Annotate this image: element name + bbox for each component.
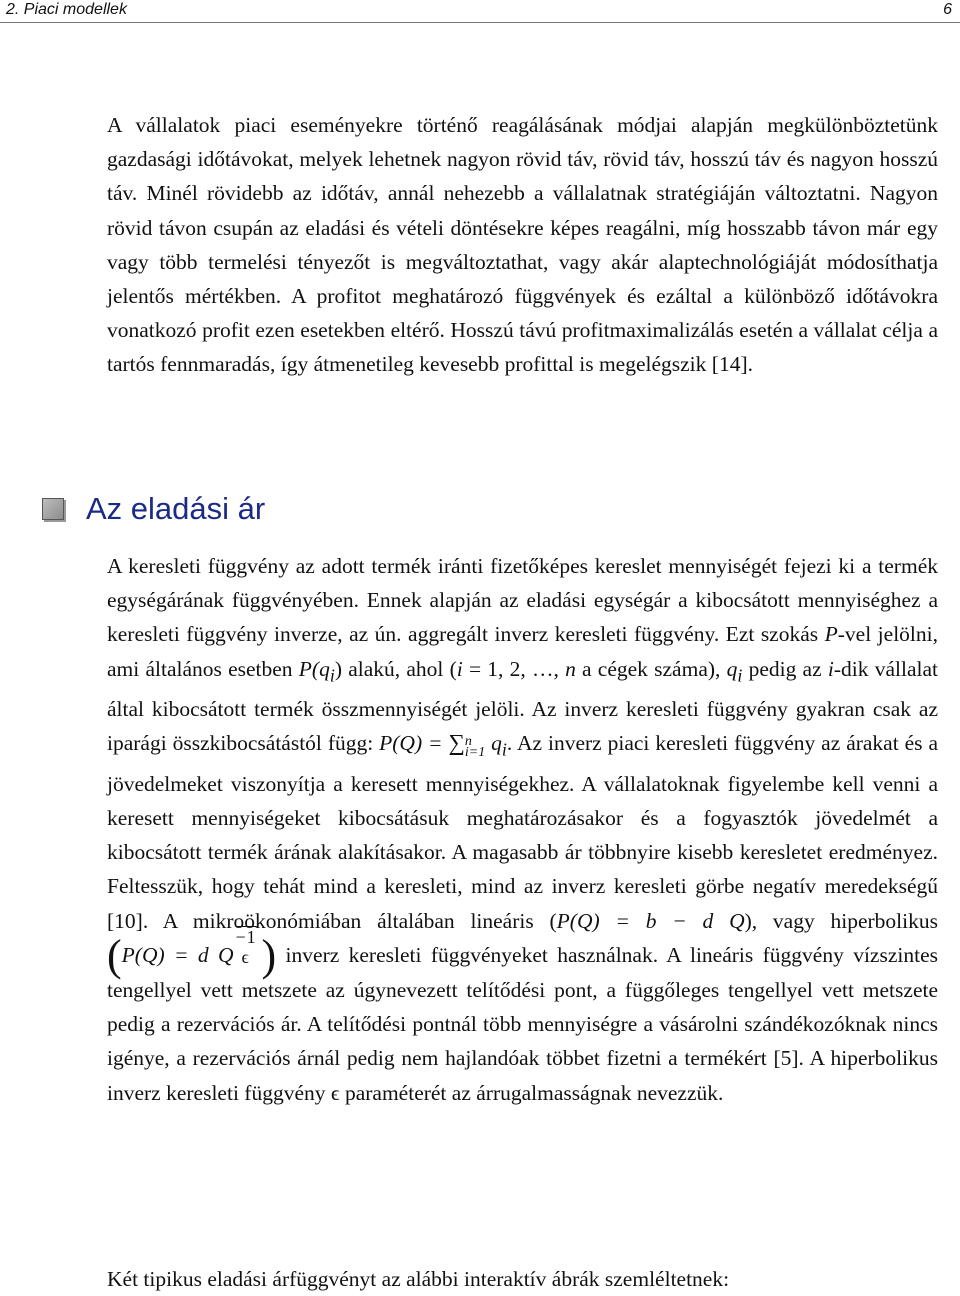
math-epsilon: ϵ [330, 1080, 340, 1105]
text-run: -vel jelölni, ami általános esetben [107, 622, 938, 681]
intro-paragraph: A vállalatok piaci eseményekre történő reagálásának módjai alapján megkülönböztetünk gazdasági időtávokat, melyek lehetnek nagyon rövid táv, rövid táv, hosszú táv és nagyon hosszú táv. Minél rövidebb az időtáv, annál nehezebb a vállalatnak stratégiáján változtatni. Nagyon rövid távon csupán az eladási és vételi döntésekre képes reagálni, míg hosszabb távon már egy vagy több termelési tényezőt is megváltoztathat, vagy akár alaptechnológiáját módosíthatja jelentős mértékben. A profitot meghatározó függvények és ezáltal a különböző időtávokra vonatkozó profit ezen esetekben eltérő. Hosszú távú profitmaximalizálás esetén a vállalat célja a tartós fennmaradás, így átmenetileg kevesebb profittal is megelégszik [14]. [107, 113, 938, 377]
price-paragraph [107, 549, 938, 1110]
sum-symbol: ∑ [448, 730, 465, 756]
math-var-i: i [456, 656, 463, 681]
math-hyperbolic-demand: (P(Q) = d Q −1 ϵ ) [107, 943, 276, 967]
text-run: pedig az [742, 656, 828, 681]
text-run: = 1, 2, …, [462, 656, 566, 681]
text-run: a cégek száma), [575, 656, 727, 681]
math-sub-i: i [329, 664, 335, 685]
math-var-q: q [726, 656, 738, 681]
running-header [0, 0, 960, 23]
closing-paragraph: Két tipikus eladási árfüggvényt az alábbi interaktív ábrák szemléltetnek: [107, 1267, 730, 1291]
sum-limits [464, 734, 486, 761]
math-qi [726, 656, 743, 685]
text-run: . Az inverz piaci keresleti függvény az árakat és a jövedelmeket viszonyítja a keresett mennyiségekhez. A vállalatoknak figyelembe kell venni a keresett mennyiségeket kibocsátásuk meghatározásakor és a fogyasztók jövedelmét a kibocsátott termék árának alakításakor. A magasabb ár többnyire kisebb keresletet eredményez. Feltesszük, hogy tehát mind a keresleti, mind az inverz keresleti görbe negatív meredekségű [10]. A mikroökonómiában általában lineáris ( [107, 731, 938, 933]
text-run: alakú, ahol ( [341, 656, 457, 681]
math-var-q: q [491, 731, 502, 756]
math-linear-demand: P(Q) = b − d Q [556, 908, 745, 933]
sum-upper: n [464, 734, 472, 750]
section-heading [42, 487, 265, 531]
math-sum-formula [379, 730, 507, 761]
text-run: A keresleti függvény az adott termék iránti fizetőképes kereslet mennyiségét fejezi ki a termék egységárának függvényében. Ennek alapján az eladási egységár a kibocsátott mennyiséghez a keresleti függvény inverze, az ún. aggregált inverz keresleti függvény. Ezt szokás [107, 554, 938, 647]
text-run: paraméterét az árrugalmasságnak nevezzük. [339, 1080, 724, 1105]
math-Pq: P(q [298, 656, 330, 681]
text-run: ), vagy hiperbolikus [744, 908, 938, 933]
page-number: 6 [943, 1, 952, 18]
math-dQ: P(Q) = d Q [121, 942, 234, 967]
math-PQ: P(Q) = [379, 731, 449, 756]
text-run: -dik vállalat által kibocsátott termék összmennyiségét jelöli. Az inverz keresleti függvény gyakran csak az iparági összkibocsátástól függ: [107, 656, 938, 756]
math-paren: ) [334, 656, 342, 681]
square-bullet-icon [42, 498, 64, 520]
math-P-of-qi [298, 656, 342, 685]
math-sub-i: i [737, 664, 743, 685]
math-var-i: i [827, 656, 834, 681]
section-title: Az eladási ár [86, 491, 266, 526]
math-exponent [234, 926, 262, 967]
exponent-numerator: −1 [235, 926, 257, 947]
exponent-denominator: ϵ [241, 946, 249, 967]
math-sub-i: i [501, 739, 507, 760]
text-run: inverz keresleti függvényeket használnak. A lineáris függvény vízszintes tengellyel vett metszete az úgynevezett telítődési pont, a függőleges tengellyel vett metszete pedig a rezervációs ár. A telítődési pontnál több mennyiségre a vásárolni szándékozóknak nincs igénye, a rezervációs árnál pedig nem hajlandóak többet fizetni a termékért [5]. A hiperbolikus inverz keresleti függvény [107, 942, 938, 1105]
math-var-n: n [565, 656, 576, 681]
sum-lower: i=1 [464, 745, 486, 761]
math-var-P: P [824, 622, 838, 647]
chapter-title: 2. Piaci modellek [6, 1, 127, 18]
